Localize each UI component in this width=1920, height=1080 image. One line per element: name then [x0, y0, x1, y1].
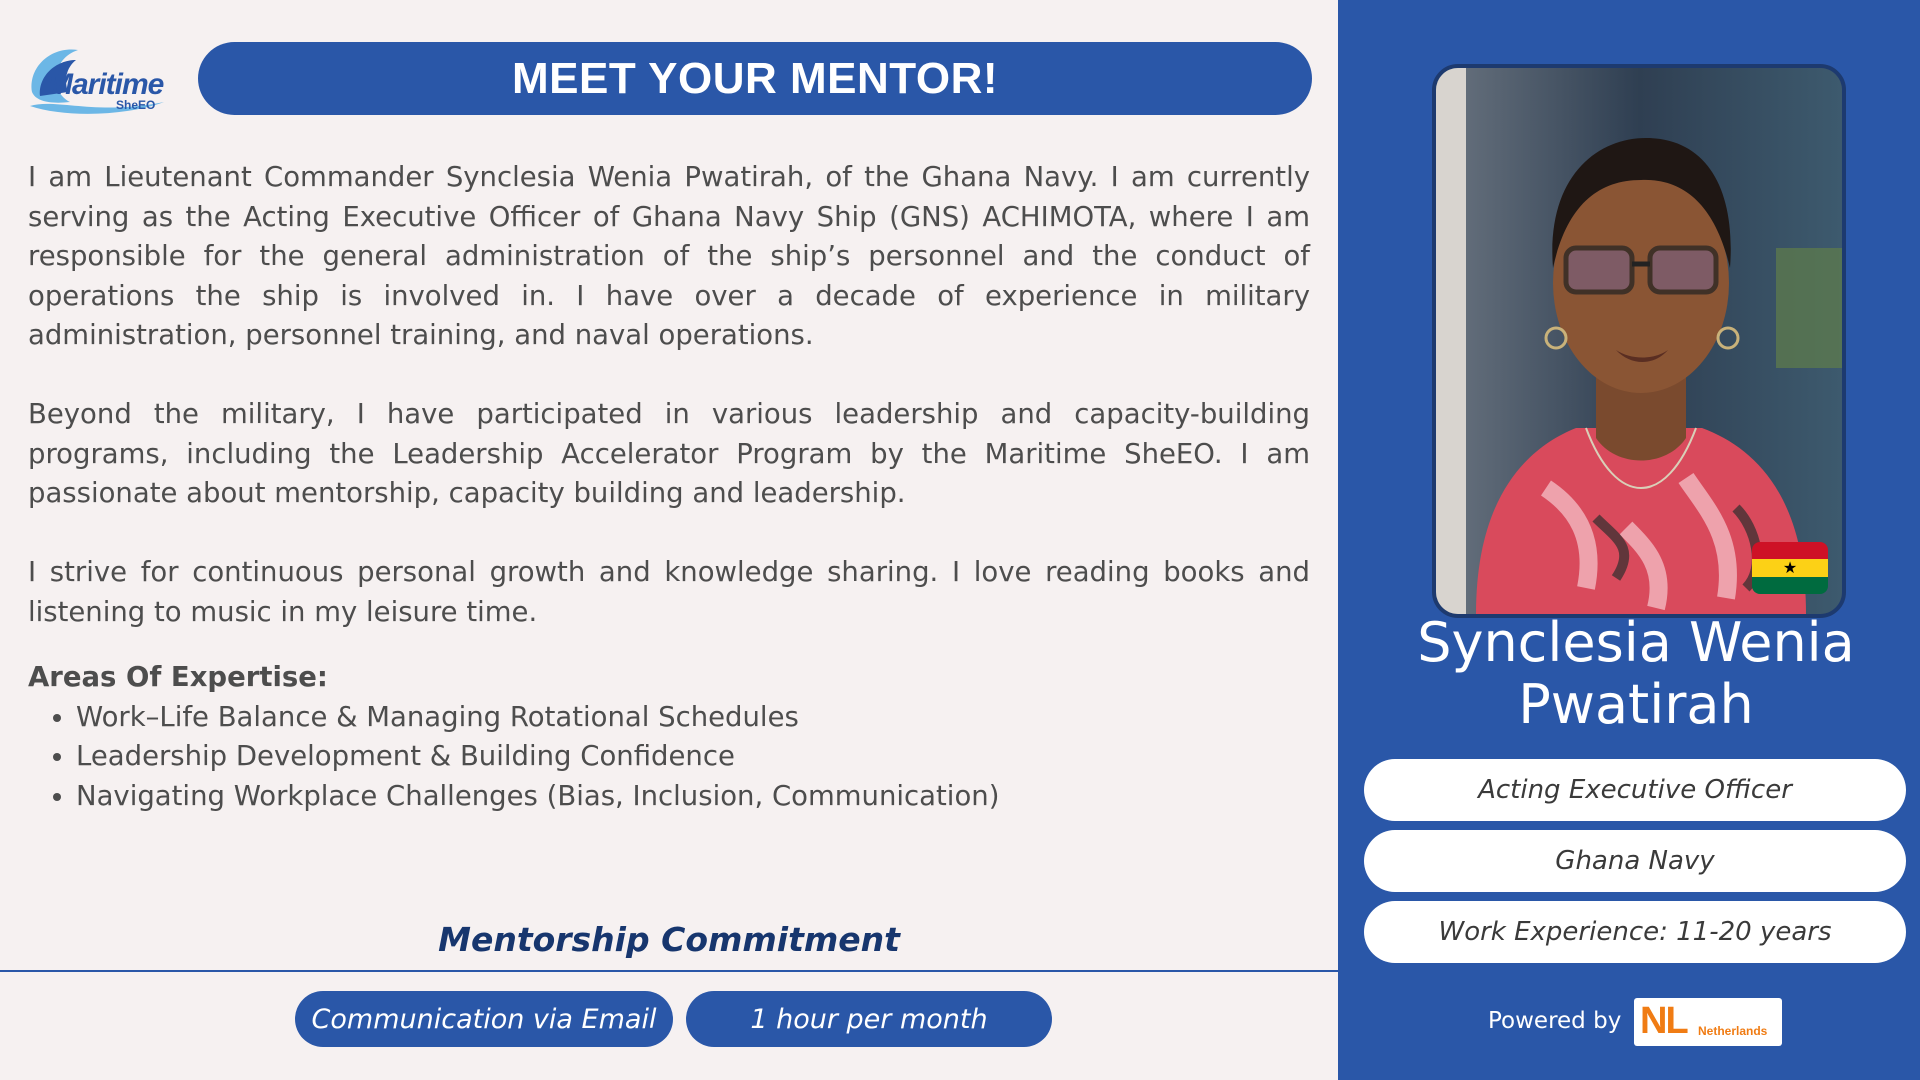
time-commitment-badge: 1 hour per month	[686, 991, 1052, 1047]
netherlands-logo	[1634, 998, 1782, 1046]
role-badge: Acting Executive Officer	[1364, 759, 1906, 821]
mentor-photo	[1432, 64, 1846, 618]
list-item: • Navigating Workplace Challenges (Bias, Inclusion, Communication)	[76, 777, 1310, 817]
list-item: • Work–Life Balance & Managing Rotational Schedules	[76, 698, 1310, 738]
bio-paragraph: I strive for continuous personal growth and knowledge sharing. I love reading books and listening to music in my leisure time.	[28, 556, 1310, 628]
organization-badge: Ghana Navy	[1364, 830, 1906, 892]
experience-badge: Work Experience: 11-20 years	[1364, 901, 1906, 963]
mentor-portrait-icon	[1436, 68, 1842, 614]
expertise-list	[28, 698, 1310, 817]
mentorship-commitment-title: Mentorship Commitment	[438, 920, 900, 959]
expertise-heading: Areas Of Expertise:	[28, 661, 328, 693]
divider	[0, 970, 1338, 972]
powered-by-label: Powered by	[1488, 1008, 1622, 1034]
list-item: • Leadership Development & Building Confidence	[76, 737, 1310, 777]
maritime-sheeo-logo	[26, 40, 168, 116]
mentor-name-line: Synclesia Wenia	[1417, 611, 1855, 674]
logo-wordmark: Maritime	[48, 68, 164, 101]
sponsor-name: Netherlands	[1698, 1024, 1768, 1038]
ghana-flag-icon: ★	[1752, 542, 1828, 594]
areas-of-expertise	[28, 658, 1310, 816]
bio-paragraph: Beyond the military, I have participated in various leadership and capacity-building programs, including the Leadership Accelerator Program by the Maritime SheEO. I am passionate about mentorship, capacity building and leadership.	[28, 398, 1310, 509]
mentor-name	[1338, 612, 1920, 736]
mentor-name-line: Pwatirah	[1518, 673, 1754, 736]
page-title: MEET YOUR MENTOR!	[198, 42, 1312, 115]
communication-badge: Communication via Email	[295, 991, 673, 1047]
bio-paragraph: I am Lieutenant Commander Synclesia Wenia Pwatirah, of the Ghana Navy. I am currently serving as the Acting Executive Officer of Ghana Navy Ship (GNS) ACHIMOTA, where I am responsible for the general administration of the ship’s personnel and the conduct of operations the ship is involved in. I have over a decade of experience in military administration, personnel training, and naval operations.	[28, 161, 1310, 351]
nl-mark: NL	[1640, 1000, 1687, 1042]
mentor-bio	[28, 158, 1310, 672]
logo-subtext: SheEO	[116, 98, 156, 112]
